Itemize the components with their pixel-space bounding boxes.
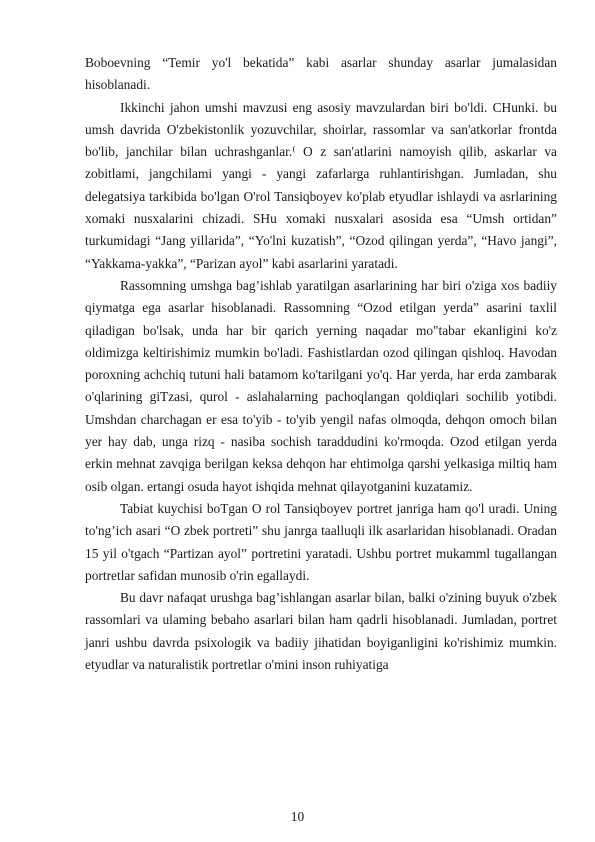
paragraph-2: Ikkinchi jahon umshi mavzusi eng asosiy mavzulardan biri bo'ldi. CHunki. bu umsh davrida O'zbekistonlik yozuvchilar, shoirlar, rassomlar va san'atkorlar frontda bo'lib, janchilar bilan uchrashganlar.⁽ O z san'atlarini namoyish qilib, askarlar va zobitlami, jangchilami yangi - yangi zafarlarga ruhlantirishgan. Jumladan, shu delegatsiya tarkibida bo'lgan O'rol Tansiqboyev ko'plab etyudlar ishlaydi va asrlarining xomaki nusxalarini chizadi. SHu xomaki nusxalari asosida esa “Umsh ortidan” turkumidagi “Jang yillarida”, “Yo'lni kuzatish”, “Ozod qilingan yerda”, “Havo jangi”, “Yakkama-yakka”, “Parizan ayol” kabi asarlarini yaratadi.: [85, 99, 557, 271]
page-number: 10: [290, 809, 305, 824]
paragraph-3: Rassomning umshga bag’ishlab yaratilgan asarlarining har biri o'ziga xos badiiy qiymatga ega asarlar hisoblanadi. Rassomning “Ozod etilgan yerda” asarini taxlil qiladigan bo'lsak, unda har bir qarich yerning naqadar mo"tabar ekanligini ko'z oldimizga keltirishimiz mumkin bo'ladi. Fashistlardan ozod qilingan qishloq. Havodan poroxning achchiq tutuni hali batamom ko'tarilgani yo'q. Har yerda, har erda zambarak o'qlarining giTzasi, qurol - aslahalarning pachoqlangan qoldiqlari sochilib yotibdi. Umshdan charchagan er esa to'yib - to'yib yengil nafas olmoqda, dehqon omoch bilan yer hay dab, unga rizq - nasiba sochish taraddudini ko'rmoqda. Ozod etilgan yerda erkin mehnat zavqiga berilgan keksa dehqon har ehtimolga qarshi yelkasiga miltiq ham osib olgan. ertangi osuda hayot ishqida mehnat qilayotganini kuzatamiz.: [85, 277, 557, 494]
paragraph-5: Bu davr nafaqat urushga bag’ishlangan asarlar bilan, balki o'zining buyuk o'zbek rassomlari va ulaming bebaho asarlari bilan ham qadrli hisoblanadi. Jumladan, portret janri ushbu davrda psixologik va badiiy jihatidan boyiganligini ko'rishimiz mumkin. etyudlar va naturalistik portretlar o'mini inson ruhiyatiga: [85, 590, 557, 673]
paragraph-4: Tabiat kuychisi boTgan O rol Tansiqboyev portret janriga ham qo'l uradi. Uning to'ng’ich asari “O zbek portreti” shu janrga taalluqli ilk asarlaridan hisoblanadi. Oradan 15 yil o'tgach “Partizan ayol” portretini yaratadi. Ushbu portret mukamml tugallangan portretlar safidan munosib o'rin egallaydi.: [85, 500, 557, 583]
document-body: [85, 52, 557, 676]
paragraph-1: Boboevning “Temir yo'l bekatida” kabi asarlar shunday asarlar jumalasidan hisoblanadi.: [85, 55, 557, 93]
